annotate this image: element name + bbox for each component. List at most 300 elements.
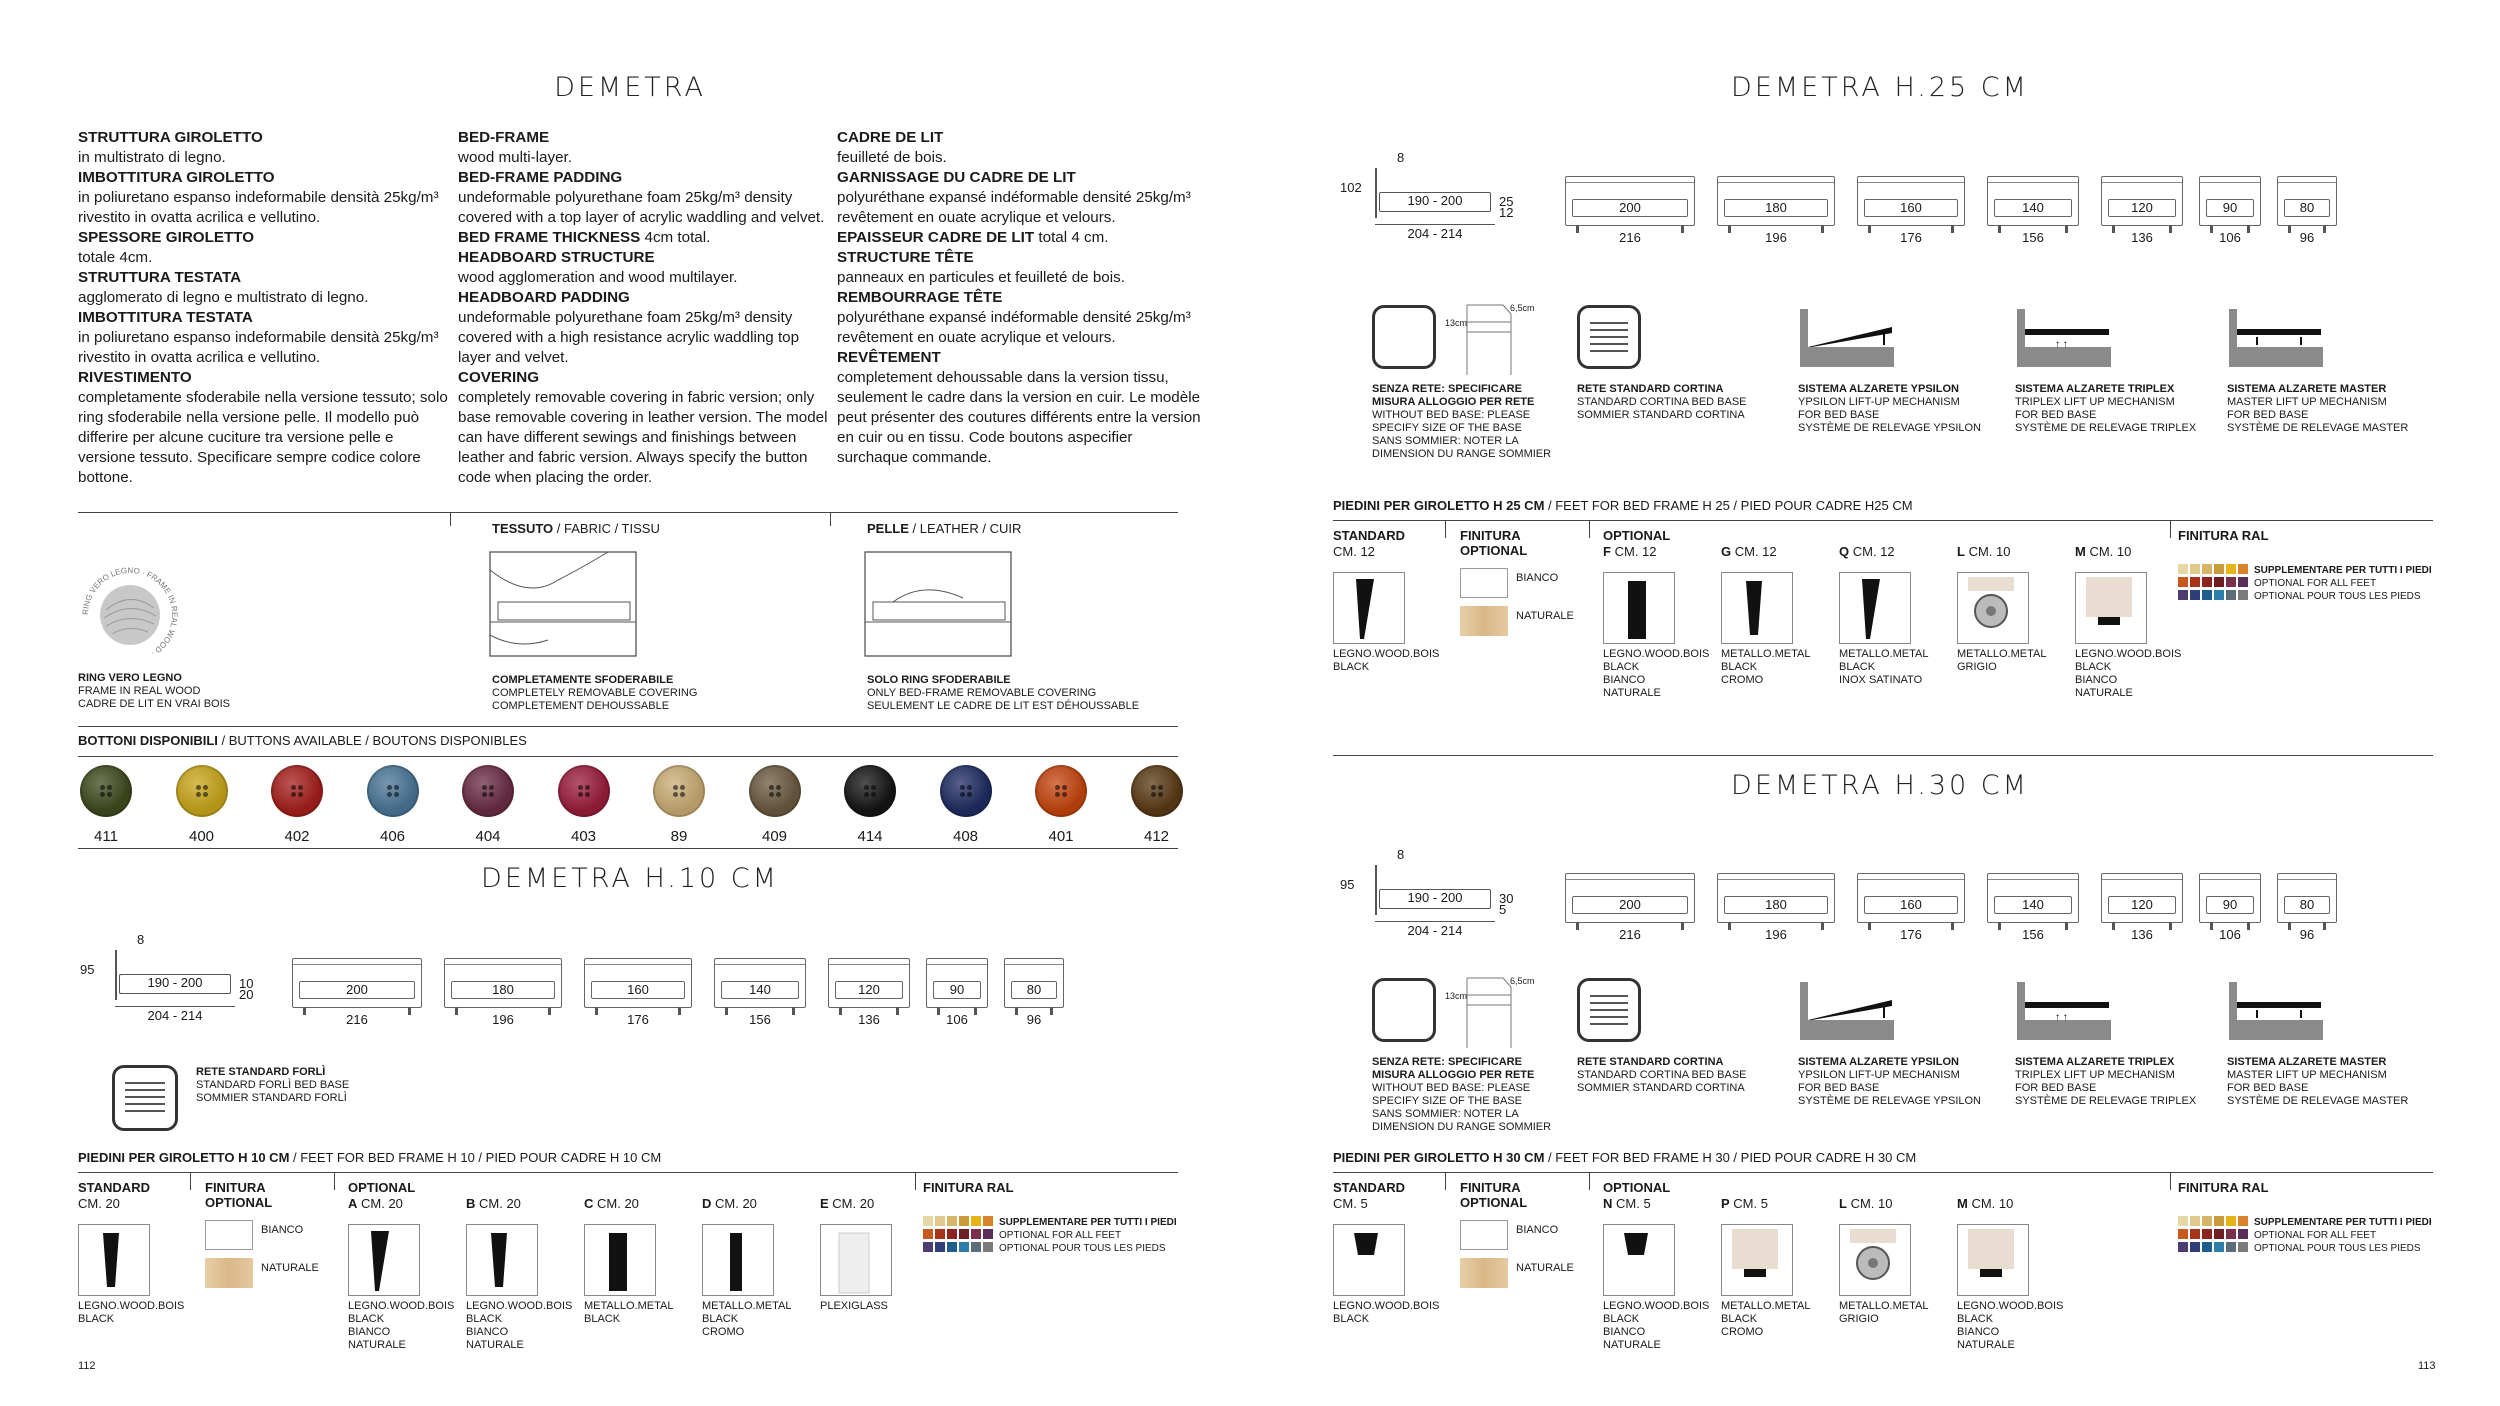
standard-title: STANDARD [1333,1180,1405,1195]
ypsilon-text: YPSILON LIFT-UP MECHANISM [1798,1069,1960,1081]
optional-foot-code [2075,544,2131,559]
solo-ring-caption: SOLO RING SFODERABILE ONLY BED-FRAME REMOVABLE COVERING SEULEMENT LE CADRE DE LIT EST DÉHOUSSABLE [867,674,1140,712]
optional-foot-material [1721,1300,1810,1339]
spec-paragraph [78,228,448,268]
ral-note-fr: OPTIONAL POUR TOUS LES PIEDS [2254,1243,2421,1254]
slat [1590,1002,1628,1004]
ral-swatch [959,1216,969,1226]
optional-foot-material [466,1300,572,1352]
optional-foot-image [584,1224,656,1296]
frame-dim: 5 [1499,902,1507,917]
natural-label: NATURALE [1516,1262,1574,1274]
ral-swatch [947,1216,957,1226]
material: NATURALE [1603,687,1661,699]
material: LEGNO.WOOD.BOIS [1603,1300,1710,1312]
ral-swatch [2214,1242,2224,1252]
white-swatch [1460,568,1508,598]
spec-paragraph [458,228,828,248]
material: GRIGIO [1957,661,1997,673]
optional-foot-material [1603,648,1709,700]
cortina-text: SOMMIER STANDARD CORTINA [1577,409,1745,421]
slat [1590,995,1628,997]
headboard [1005,959,1063,965]
bed-total-width: 196 [1765,927,1787,942]
spec-heading: BED-FRAME PADDING [458,169,623,186]
material: GRIGIO [1839,1313,1879,1325]
white-swatch [205,1220,253,1250]
optional-foot-image [348,1224,420,1296]
bed-front-view [1987,176,2079,226]
material: BLACK [2075,661,2112,673]
standard-material [78,1300,184,1326]
material: METALLO.METAL [702,1300,792,1312]
headboard [1988,874,2078,880]
material: NATURALE [1957,1339,2015,1351]
ral-swatch [2202,577,2212,587]
spec-paragraph [458,368,828,488]
svg-text:↑ ↑: ↑ ↑ [2055,1012,2068,1023]
description-english [458,128,828,488]
headboard [1566,874,1694,880]
optional-foot-code [1839,1196,1892,1211]
standard-size: CM. 20 [78,1196,120,1211]
optional-foot-image [1603,572,1675,644]
ral-swatch [983,1229,993,1239]
button-swatch [271,765,323,817]
optional-foot-image [2075,572,2147,644]
bed-front-view [2277,176,2337,226]
ral-swatch [2190,1242,2200,1252]
cortina-text: STANDARD CORTINA BED BASE [1577,1069,1747,1081]
spec-text: polyuréthane expansé indéformable densité 25kg/m³ revêtement en ouate acrylique et velours. [837,189,1191,226]
button-code: 402 [284,828,310,845]
spec-text: polyuréthane expansé indéformable densité 25kg/m³ revêtement en ouate acrylique et velours. [837,309,1191,346]
height-dim: 102 [1340,180,1362,195]
bed-width-inner: 200 [299,981,415,999]
material: INOX SATINATO [1839,674,1923,686]
optional-foot-code [1721,1196,1768,1211]
material: BLACK [1721,1313,1758,1325]
spec-heading: GARNISSAGE DU CADRE DE LIT [837,169,1076,186]
headboard [927,959,987,965]
senza-text: WITHOUT BED BASE: PLEASE [1372,409,1531,421]
button-swatch [176,765,228,817]
bed-front-view [1004,958,1064,1008]
ypsilon-text: SYSTÈME DE RELEVAGE YPSILON [1798,1095,1981,1107]
spec-text: total 4 cm. [1038,229,1109,246]
finish-heading [1460,528,1527,558]
optional-foot-image [1957,1224,2029,1296]
page-number-right: 113 [2418,1360,2436,1372]
slat-base-icon [112,1065,178,1131]
spec-text: in multistrato di legno. [78,149,226,166]
frame-dim: 25 [1499,194,1514,209]
master-title: SISTEMA ALZARETE MASTER [2227,383,2387,395]
bed-total-width: 156 [749,1012,771,1027]
triplex-text: FOR BED BASE [2015,1082,2097,1094]
divider [334,1172,335,1190]
optional-foot-image [1957,572,2029,644]
material: LEGNO.WOOD.BOIS [348,1300,455,1312]
ral-swatch [2190,590,2200,600]
ral-swatch [2238,1242,2248,1252]
master-lift-icon [2227,307,2327,371]
triplex-text: TRIPLEX LIFT UP MECHANISM [2015,1069,2175,1081]
material: BLACK [702,1313,739,1325]
top-dim: 8 [1397,150,1405,165]
bed-total-width: 106 [2219,230,2241,245]
spec-paragraph [837,288,1207,348]
senza-title: SENZA RETE: SPECIFICARE [1372,1056,1522,1068]
bed-front-view [1565,873,1695,923]
bed-front-view [584,958,692,1008]
bed-total-width: 176 [627,1012,649,1027]
bed-total-width: 136 [2131,230,2153,245]
natural-swatch [1460,1258,1508,1288]
material: NATURALE [1603,1339,1661,1351]
material: BLACK [1333,661,1370,673]
ral-swatch [2238,1229,2248,1239]
white-label: BIANCO [1516,1224,1559,1236]
ral-note-fr: OPTIONAL POUR TOUS LES PIEDS [999,1243,1166,1254]
optional-foot-code [702,1196,757,1211]
bed-front-view [1717,176,1835,226]
optional-foot-image [820,1224,892,1296]
ral-swatch [2226,1229,2236,1239]
headboard-line [1375,865,1377,915]
foot-size: CM. 12 [1849,544,1895,559]
bed-total-width: 196 [1765,230,1787,245]
bed-width-inner: 120 [2108,896,2176,914]
ral-note [2254,564,2432,603]
master-text: SYSTÈME DE RELEVAGE MASTER [2227,1095,2409,1107]
cortina-title: RETE STANDARD CORTINA [1577,1056,1724,1068]
cortina-text: SOMMIER STANDARD CORTINA [1577,1082,1745,1094]
ral-swatch [2190,1216,2200,1226]
spec-heading: CADRE DE LIT [837,129,944,146]
ral-swatch [2238,1216,2248,1226]
ral-note-title: SUPPLEMENTARE PER TUTTI I PIEDI [999,1217,1177,1228]
spec-text: feuilleté de bois. [837,149,947,166]
headboard [445,959,561,965]
bed-front-view [926,958,988,1008]
button-swatch [1131,765,1183,817]
divider [1445,520,1446,538]
ral-swatch [2190,1229,2200,1239]
length-dim: 204 - 214 [147,1008,203,1023]
bed-total-width: 136 [858,1012,880,1027]
foot-letter: L [1839,1196,1847,1211]
ral-heading: FINITURA RAL [2178,1180,2269,1195]
material: METALLO.METAL [584,1300,674,1312]
spec-heading: STRUTTURA TESTATA [78,269,242,286]
ral-swatch [2190,577,2200,587]
spec-heading: IMBOTTITURA TESTATA [78,309,253,326]
material: METALLO.METAL [1957,648,2047,660]
ypsilon-text: SYSTÈME DE RELEVAGE YPSILON [1798,422,1981,434]
ral-swatch [2178,1229,2188,1239]
triplex-lift-icon [2015,307,2115,371]
divider [2170,520,2171,538]
white-label: BIANCO [261,1224,304,1236]
ral-swatch [2178,1216,2188,1226]
foot-size: CM. 12 [1610,544,1657,559]
spec-text: completement dehoussable dans la version tissu, seulement le cadre dans la version en cuir. Le modèle peut présenter des coutures différents entre la version en cuir ou en tissu. Code boutons aspecifier surchaque commande. [837,369,1201,466]
top-dim: 8 [137,932,145,947]
dim-65cm: 6,5cm [1510,976,1535,986]
ypsilon-caption [1798,1056,1981,1108]
spec-text: wood multi-layer. [458,149,572,166]
ypsilon-text: FOR BED BASE [1798,1082,1880,1094]
spec-heading: BED-FRAME [458,129,550,146]
material: BLACK [348,1313,385,1325]
spec-text: agglomerato di legno e multistrato di legno. [78,289,369,306]
foot-letter: B [466,1196,476,1211]
senza-text: SANS SOMMIER: NOTER LA [1372,435,1519,447]
spec-text: wood agglomeration and wood multilayer. [458,269,738,286]
ral-swatch [2214,577,2224,587]
divider [78,726,1178,727]
bed-total-width: 216 [1619,927,1641,942]
bed-total-width: 96 [1026,1012,1042,1027]
side-frame: 190 - 200 [1379,192,1491,212]
ral-swatch [2202,1216,2212,1226]
height-dim: 95 [80,962,95,977]
optional-foot-code [584,1196,639,1211]
divider [78,848,1178,849]
divider [1445,1172,1446,1190]
headboard [293,959,421,965]
spec-text: totale 4cm. [78,249,153,266]
button-code: 406 [379,828,406,845]
divider [1333,1172,2433,1173]
spec-heading: IMBOTTITURA GIROLETTO [78,169,275,186]
bed-width-inner: 160 [591,981,685,999]
optional-heading: OPTIONAL [1603,1180,1671,1195]
senza-caption [1372,1056,1551,1134]
spec-paragraph [78,308,448,368]
spec-heading: RIVESTIMENTO [78,369,192,386]
optional-foot-image [1721,1224,1793,1296]
master-caption [2227,383,2408,435]
headboard [585,959,691,965]
slat [1590,1016,1628,1018]
optional-foot-code [1603,1196,1651,1211]
material: BLACK [1721,661,1758,673]
buttons-heading: BOTTONI DISPONIBILI / BUTTONS AVAILABLE / BOUTONS DISPONIBLES [78,733,527,748]
ypsilon-lift-icon [1798,980,1898,1044]
spec-heading: STRUCTURE TÊTE [837,249,974,266]
cortina-base-icon [1577,978,1641,1042]
standard-heading [1333,1180,1405,1212]
optional-foot-code [1957,1196,2013,1211]
senza-text: DIMENSION DU RANGE SOMMIER [1372,1121,1552,1133]
ral-swatch [2226,1242,2236,1252]
ral-swatch [959,1229,969,1239]
ral-note-title: SUPPLEMENTARE PER TUTTI I PIEDI [2254,1217,2432,1228]
headboard [829,959,909,965]
triplex-text: SYSTÈME DE RELEVAGE TRIPLEX [2015,1095,2197,1107]
cortina-text: STANDARD CORTINA BED BASE [1577,396,1747,408]
senza-title: MISURA ALLOGGIO PER RETE [1372,396,1535,408]
spec-paragraph [837,248,1207,288]
material: BIANCO [466,1326,509,1338]
spec-text: undeformable polyurethane foam 25kg/m³ density covered with a top layer of acrylic waddling and velvet. [458,189,825,226]
ral-swatch [923,1242,933,1252]
master-text: MASTER LIFT UP MECHANISM [2227,1069,2387,1081]
foot-letter: Q [1839,544,1850,559]
cortina-caption [1577,1056,1747,1095]
finish-title: FINITURA [1460,1180,1521,1195]
triplex-caption [2015,1056,2196,1108]
spec-heading: SPESSORE GIROLETTO [78,229,255,246]
optional-foot-image [702,1224,774,1296]
cortina-caption [1577,383,1747,422]
svg-text:↑ ↑: ↑ ↑ [2055,339,2068,350]
material: LEGNO.WOOD.BOIS [1333,1300,1440,1312]
senza-text: SPECIFY SIZE OF THE BASE [1372,1095,1522,1107]
divider [1589,1172,1590,1190]
material: BLACK [1957,1313,1994,1325]
button-swatch [653,765,705,817]
ral-swatch [2202,590,2212,600]
svg-text:RING VERO LEGNO · FRAME IN REA: RING VERO LEGNO · FRAME IN REAL WOOD · [80,565,180,658]
ypsilon-text: FOR BED BASE [1798,409,1880,421]
senza-title: MISURA ALLOGGIO PER RETE [1372,1069,1535,1081]
headboard [1566,177,1694,183]
material: BIANCO [1603,1326,1646,1338]
material: LEGNO.WOOD.BOIS [78,1300,185,1312]
bed-width-inner: 120 [835,981,903,999]
bed-width-inner: 180 [1724,199,1828,217]
finish-sub: OPTIONAL [205,1195,273,1210]
standard-size: CM. 5 [1333,1196,1368,1211]
divider [1589,520,1590,538]
bed-width-inner: 80 [1011,981,1057,999]
bed-width-inner: 200 [1572,896,1688,914]
foot-size: CM. 20 [828,1196,875,1211]
material: LEGNO.WOOD.BOIS [1603,648,1710,660]
button-swatch [80,765,132,817]
optional-foot-material [1721,648,1810,687]
material: METALLO.METAL [1839,1300,1929,1312]
foot-size: CM. 5 [1612,1196,1651,1211]
material: BLACK [1333,1313,1370,1325]
ral-note-en: OPTIONAL FOR ALL FEET [2254,1230,2377,1241]
material: BIANCO [1603,674,1646,686]
button-swatch [462,765,514,817]
material: NATURALE [2075,687,2133,699]
bed-width-inner: 140 [1994,896,2072,914]
cortina-base-icon [1577,305,1641,369]
width-dim-line [115,1006,235,1007]
divider [78,512,1178,513]
section-title-h10: DEMETRA H.10 CM [481,863,779,894]
button-swatch [749,765,801,817]
foot-size: CM. 20 [593,1196,639,1211]
button-code: 404 [475,828,501,845]
bed-width-inner: 200 [1572,199,1688,217]
material: METALLO.METAL [1721,648,1811,660]
divider [78,756,1178,757]
material: NATURALE [348,1339,406,1351]
ral-swatch [2238,590,2248,600]
bed-width-inner: 120 [2108,199,2176,217]
standard-foot-image [78,1224,150,1296]
slat [1590,329,1628,331]
ral-swatch [2214,590,2224,600]
ral-swatch [2202,1229,2212,1239]
master-title: SISTEMA ALZARETE MASTER [2227,1056,2387,1068]
headboard [1988,177,2078,183]
spec-paragraph [78,268,448,308]
material: PLEXIGLASS [820,1300,888,1312]
optional-foot-material [2075,648,2181,700]
button-code: 403 [570,828,597,845]
ring-wood-badge [70,560,190,670]
ral-swatch [2178,590,2188,600]
frame-dim: 30 [1499,891,1514,906]
ral-swatch [2226,590,2236,600]
material: LEGNO.WOOD.BOIS [1333,648,1440,660]
bed-total-width: 96 [2299,927,2315,942]
headboard [715,959,805,965]
optional-foot-material [1957,1300,2063,1352]
feet-heading-h30: PIEDINI PER GIROLETTO H 30 CM / FEET FOR BED FRAME H 30 / PIED POUR CADRE H 30 CM [1333,1150,1917,1165]
spec-text: panneaux en particules et feuilleté de bois. [837,269,1125,286]
foot-size: CM. 12 [1731,544,1777,559]
spec-heading: STRUTTURA GIROLETTO [78,129,263,146]
bed-total-width: 136 [2131,927,2153,942]
material: BLACK [78,1313,115,1325]
width-dim-line [1375,224,1495,225]
foot-letter: C [584,1196,594,1211]
bed-front-view [2101,873,2183,923]
button-swatch [1035,765,1087,817]
headboard [2102,177,2182,183]
bed-width-inner: 140 [1994,199,2072,217]
bed-width-inner: 90 [933,981,981,999]
button-swatch [558,765,610,817]
ral-swatch [959,1242,969,1252]
natural-label: NATURALE [1516,610,1574,622]
material: CROMO [1721,674,1764,686]
ral-swatch [971,1229,981,1239]
master-text: SYSTÈME DE RELEVAGE MASTER [2227,422,2409,434]
ral-swatch [947,1229,957,1239]
optional-foot-code [466,1196,521,1211]
material: METALLO.METAL [1839,648,1929,660]
foot-letter: L [1957,544,1965,559]
ral-swatch [2226,1216,2236,1226]
standard-foot-image [1333,1224,1405,1296]
bed-total-width: 216 [346,1012,368,1027]
width-dim-line [1375,921,1495,922]
optional-foot-material [1957,648,2046,674]
standard-material [1333,1300,1439,1326]
headboard-line [115,950,117,1000]
optional-foot-code [820,1196,874,1211]
triplex-caption [2015,383,2196,435]
foot-letter: P [1721,1196,1730,1211]
bed-width-inner: 180 [1724,896,1828,914]
triplex-text: FOR BED BASE [2015,409,2097,421]
optional-foot-material [820,1300,888,1313]
optional-foot-image [1721,572,1793,644]
triplex-text: SYSTÈME DE RELEVAGE TRIPLEX [2015,422,2197,434]
ral-swatch [2238,564,2248,574]
bed-total-width: 176 [1900,927,1922,942]
